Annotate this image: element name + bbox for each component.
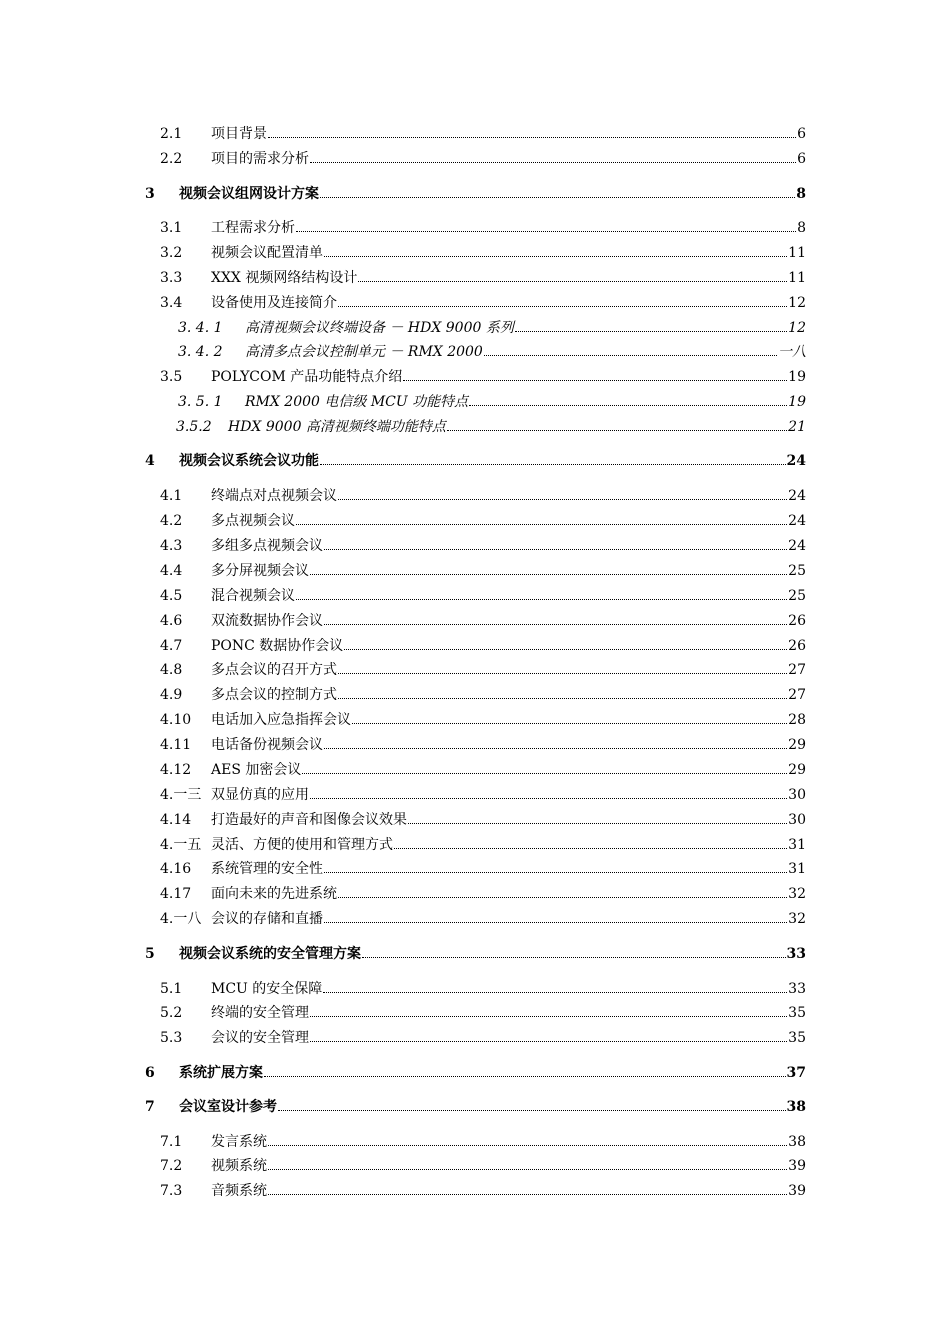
- toc-entry-title: 双流数据协作会议: [211, 613, 323, 629]
- toc-entry[interactable]: [160, 268, 806, 288]
- toc-entry-title: 音频系统: [211, 1183, 267, 1199]
- toc-entry[interactable]: [160, 884, 806, 904]
- toc-leader-dots: [310, 1029, 787, 1042]
- toc-entry-number: 4.1: [160, 488, 183, 504]
- toc-entry-title: 多组多点视频会议: [211, 538, 323, 554]
- toc-entry-page: 8: [797, 220, 806, 236]
- toc-entry[interactable]: [160, 859, 806, 879]
- toc-leader-dots: [302, 761, 787, 774]
- toc-leader-dots: [310, 150, 796, 163]
- toc-entry-title: 系统管理的安全性: [211, 861, 323, 877]
- toc-leader-dots: [515, 319, 787, 332]
- toc-entry-title: 多点视频会议: [211, 513, 295, 529]
- toc-entry[interactable]: [160, 760, 806, 780]
- toc-entry-number: 4.6: [160, 613, 183, 629]
- toc-leader-dots: [264, 1064, 786, 1077]
- toc-leader-dots: [310, 1004, 787, 1017]
- toc-leader-dots: [394, 836, 787, 849]
- toc-entry-title: 项目的需求分析: [211, 151, 309, 167]
- toc-entry-number: 2.2: [160, 151, 183, 167]
- toc-entry-page: 39: [788, 1183, 806, 1199]
- toc-entry-number: 7: [145, 1099, 155, 1115]
- toc-leader-dots: [320, 185, 795, 198]
- toc-entry[interactable]: [160, 979, 806, 999]
- toc-leader-dots: [320, 452, 786, 465]
- toc-entry-number: 4.2: [160, 513, 183, 529]
- toc-entry-title: 灵活、方便的使用和管理方式: [211, 837, 393, 853]
- toc-entry-number: 3.5.2: [176, 419, 212, 435]
- toc-entry[interactable]: [160, 835, 806, 855]
- toc-entry-title: PONC 数据协作会议: [211, 638, 344, 654]
- toc-entry[interactable]: [145, 944, 806, 964]
- toc-leader-dots: [338, 661, 787, 674]
- toc-entry-number: 3.5: [160, 369, 183, 385]
- toc-leader-dots: [310, 562, 787, 575]
- toc-entry-page: 33: [788, 981, 806, 997]
- toc-entry-title: RMX 2000 电信级 MCU 功能特点: [245, 394, 469, 410]
- toc-leader-dots: [403, 368, 787, 381]
- toc-entry-title: 终端点对点视频会议: [211, 488, 337, 504]
- toc-entry-number: 4.4: [160, 563, 183, 579]
- toc-entry-page: 19: [788, 394, 806, 410]
- toc-entry[interactable]: [160, 486, 806, 506]
- toc-entry-page: 26: [788, 613, 806, 629]
- toc-entry[interactable]: [160, 1156, 806, 1176]
- toc-entry-number: 3.3: [160, 270, 183, 286]
- toc-leader-dots: [484, 343, 777, 356]
- toc-leader-dots: [268, 1182, 787, 1195]
- toc-entry-number: 7.2: [160, 1158, 183, 1174]
- toc-entry-page: 11: [788, 245, 806, 261]
- toc-entry[interactable]: [160, 785, 806, 805]
- toc-entry[interactable]: [160, 511, 806, 531]
- toc-entry[interactable]: [145, 1097, 806, 1117]
- toc-entry-page: 25: [788, 588, 806, 604]
- toc-entry-number: 4.14: [160, 812, 192, 828]
- toc-leader-dots: [408, 811, 787, 824]
- toc-entry-number: 3. 5. 1: [178, 394, 223, 410]
- toc-entry[interactable]: [160, 218, 806, 238]
- toc-entry-page: 24: [788, 538, 806, 554]
- toc-entry[interactable]: [160, 1003, 806, 1023]
- toc-entry-page: 一八: [778, 344, 806, 360]
- toc-entry-number: 4.8: [160, 662, 183, 678]
- toc-entry-page: 35: [788, 1030, 806, 1046]
- toc-entry-number: 4.一八: [160, 911, 202, 927]
- toc-entry-title: 视频系统: [211, 1158, 267, 1174]
- toc-entry-page: 29: [788, 762, 806, 778]
- toc-leader-dots: [323, 980, 787, 993]
- toc-entry-number: 4.7: [160, 638, 183, 654]
- toc-entry-title: 视频会议系统会议功能: [179, 453, 319, 469]
- toc-entry-page: 31: [788, 837, 806, 853]
- toc-entry-number: 4.一五: [160, 837, 202, 853]
- toc-entry[interactable]: [178, 318, 806, 338]
- toc-leader-dots: [296, 512, 787, 525]
- toc-entry-title: MCU 的安全保障: [211, 981, 323, 997]
- toc-leader-dots: [324, 612, 787, 625]
- toc-entry-title: 高清视频会议终端设备 － HDX 9000 系列: [245, 320, 514, 336]
- toc-entry-page: 29: [788, 737, 806, 753]
- toc-leader-dots: [310, 786, 787, 799]
- toc-entry[interactable]: [160, 1132, 806, 1152]
- toc-entry[interactable]: [145, 184, 806, 204]
- toc-entry-title: 电话加入应急指挥会议: [211, 712, 351, 728]
- toc-entry[interactable]: [160, 536, 806, 556]
- toc-entry[interactable]: [160, 586, 806, 606]
- toc-entry-number: 3.2: [160, 245, 183, 261]
- toc-entry[interactable]: [160, 735, 806, 755]
- toc-entry-page: 38: [786, 1099, 806, 1115]
- toc-entry-page: 24: [786, 453, 806, 469]
- toc-leader-dots: [338, 686, 787, 699]
- toc-entry-page: 32: [788, 911, 806, 927]
- toc-leader-dots: [296, 219, 796, 232]
- toc-leader-dots: [338, 294, 787, 307]
- toc-entry-number: 4.10: [160, 712, 192, 728]
- toc-leader-dots: [338, 885, 787, 898]
- toc-entry-title: 电话备份视频会议: [211, 737, 323, 753]
- toc-entry-number: 4.5: [160, 588, 183, 604]
- toc-entry-title: 终端的安全管理: [211, 1005, 309, 1021]
- toc-entry-number: 5.3: [160, 1030, 183, 1046]
- toc-entry-title: 项目背景: [211, 126, 267, 142]
- toc-entry-title: 多分屏视频会议: [211, 563, 309, 579]
- toc-entry-number: 2.1: [160, 126, 183, 142]
- toc-entry[interactable]: [160, 1028, 806, 1048]
- toc-entry-title: 工程需求分析: [211, 220, 295, 236]
- toc-entry-page: 27: [788, 662, 806, 678]
- toc-entry-title: XXX 视频网络结构设计: [211, 270, 358, 286]
- toc-entry-number: 4: [145, 453, 155, 469]
- toc-entry-title: 多点会议的召开方式: [211, 662, 337, 678]
- toc-entry-page: 19: [788, 369, 806, 385]
- toc-entry-title: 发言系统: [211, 1134, 267, 1150]
- toc-leader-dots: [324, 860, 787, 873]
- toc-entry-page: 8: [796, 186, 806, 202]
- toc-entry[interactable]: [160, 909, 806, 929]
- toc-entry[interactable]: [160, 810, 806, 830]
- toc-entry-number: 5.2: [160, 1005, 183, 1021]
- toc-entry-title: 面向未来的先进系统: [211, 886, 337, 902]
- toc-entry[interactable]: [160, 660, 806, 680]
- toc-entry-title: POLYCOM 产品功能特点介绍: [211, 369, 403, 385]
- toc-entry-page: 38: [788, 1134, 806, 1150]
- toc-entry[interactable]: [160, 293, 806, 313]
- toc-entry-number: 3. 4. 2: [178, 344, 223, 360]
- toc-leader-dots: [324, 537, 787, 550]
- toc-entry-number: 5: [145, 946, 155, 962]
- toc-entry-page: 12: [788, 295, 806, 311]
- toc-leader-dots: [338, 487, 787, 500]
- toc-entry-page: 11: [788, 270, 806, 286]
- toc-entry[interactable]: [145, 1063, 806, 1083]
- toc-entry-page: 31: [788, 861, 806, 877]
- toc-entry[interactable]: [160, 367, 806, 387]
- toc-entry-title: 视频会议系统的安全管理方案: [179, 946, 361, 962]
- toc-leader-dots: [352, 711, 787, 724]
- toc-entry-title: 混合视频会议: [211, 588, 295, 604]
- toc-entry[interactable]: [160, 1181, 806, 1201]
- toc-entry[interactable]: [178, 342, 806, 362]
- toc-entry-page: 25: [788, 563, 806, 579]
- toc-entry[interactable]: [160, 636, 806, 656]
- toc-entry-number: 7.1: [160, 1134, 183, 1150]
- toc-entry[interactable]: [160, 149, 806, 169]
- toc-entry[interactable]: [160, 685, 806, 705]
- toc-entry-page: 30: [788, 787, 806, 803]
- toc-entry-page: 27: [788, 687, 806, 703]
- toc-entry-page: 37: [786, 1065, 806, 1081]
- toc-entry-number: 3.1: [160, 220, 183, 236]
- toc-entry-number: 5.1: [160, 981, 183, 997]
- toc-entry-title: 多点会议的控制方式: [211, 687, 337, 703]
- toc-entry-number: 4.12: [160, 762, 192, 778]
- toc-leader-dots: [344, 637, 787, 650]
- toc-leader-dots: [296, 587, 787, 600]
- toc-entry[interactable]: [160, 124, 806, 144]
- toc-entry-page: 21: [788, 419, 806, 435]
- toc-entry-title: 会议的安全管理: [211, 1030, 309, 1046]
- toc-entry-title: 设备使用及连接简介: [211, 295, 337, 311]
- toc-entry-page: 6: [797, 126, 806, 142]
- toc-entry-page: 26: [788, 638, 806, 654]
- toc-entry-title: 高清多点会议控制单元 － RMX 2000: [245, 344, 483, 360]
- toc-entry[interactable]: [145, 451, 806, 471]
- toc-entry-page: 24: [788, 513, 806, 529]
- toc-leader-dots: [362, 945, 786, 958]
- toc-entry-title: 会议室设计参考: [179, 1099, 277, 1115]
- toc-leader-dots: [268, 1133, 787, 1146]
- toc-entry-title: 视频会议组网设计方案: [179, 186, 319, 202]
- toc-entry-title: 打造最好的声音和图像会议效果: [211, 812, 407, 828]
- toc-entry[interactable]: [160, 243, 806, 263]
- toc-leader-dots: [278, 1098, 786, 1111]
- toc-entry-title: AES 加密会议: [211, 762, 302, 778]
- toc-leader-dots: [324, 244, 787, 257]
- toc-entry-number: 4.17: [160, 886, 192, 902]
- toc-entry-title: 双显仿真的应用: [211, 787, 309, 803]
- toc-entry-page: 39: [788, 1158, 806, 1174]
- toc-entry[interactable]: [178, 392, 806, 412]
- toc-entry-number: 3. 4. 1: [178, 320, 223, 336]
- toc-entry-page: 6: [797, 151, 806, 167]
- toc-entry-title: 视频会议配置清单: [211, 245, 323, 261]
- toc-entry[interactable]: [160, 561, 806, 581]
- toc-leader-dots: [324, 910, 787, 923]
- toc-leader-dots: [469, 393, 787, 406]
- toc-entry-number: 3.4: [160, 295, 183, 311]
- toc-entry-number: 6: [145, 1065, 155, 1081]
- toc-entry[interactable]: [160, 710, 806, 730]
- toc-entry-page: 35: [788, 1005, 806, 1021]
- toc-entry-page: 33: [786, 946, 806, 962]
- toc-entry[interactable]: [160, 611, 806, 631]
- toc-entry-number: 4.3: [160, 538, 183, 554]
- toc-entry[interactable]: [176, 417, 806, 437]
- toc-entry-title: 会议的存储和直播: [211, 911, 323, 927]
- toc-entry-page: 32: [788, 886, 806, 902]
- toc-entry-title: HDX 9000 高清视频终端功能特点: [228, 419, 446, 435]
- toc-entry-number: 4.16: [160, 861, 192, 877]
- toc-entry-number: 3: [145, 186, 155, 202]
- toc-entry-page: 28: [788, 712, 806, 728]
- toc-entry-number: 4.11: [160, 737, 192, 753]
- toc-entry-number: 4.9: [160, 687, 183, 703]
- toc-leader-dots: [358, 269, 787, 282]
- toc-entry-number: 4.一三: [160, 787, 202, 803]
- toc-entry-page: 30: [788, 812, 806, 828]
- toc-leader-dots: [447, 418, 787, 431]
- toc-entry-number: 7.3: [160, 1183, 183, 1199]
- toc-entry-page: 24: [788, 488, 806, 504]
- toc-leader-dots: [268, 125, 796, 138]
- toc-leader-dots: [324, 736, 787, 749]
- toc-entry-title: 系统扩展方案: [179, 1065, 263, 1081]
- toc-entry-page: 12: [788, 320, 806, 336]
- toc-leader-dots: [268, 1157, 787, 1170]
